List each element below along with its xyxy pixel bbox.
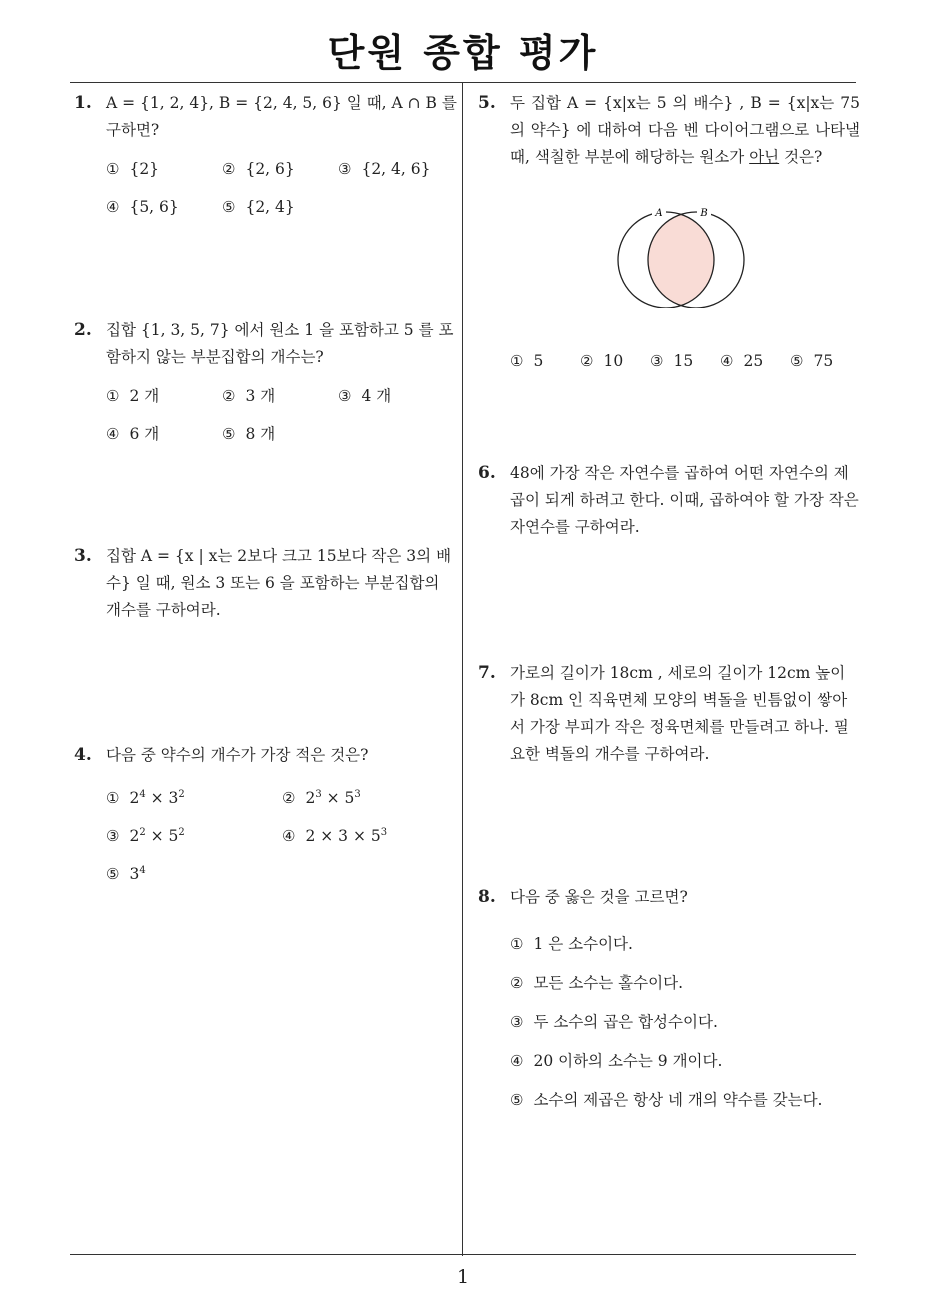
- choice-list: [106, 383, 458, 448]
- venn-label-b: B: [700, 208, 708, 219]
- choice-mark: ①: [106, 160, 120, 178]
- question-4: [74, 742, 458, 888]
- choice-3[interactable]: [510, 1009, 860, 1036]
- choice-mark: ⑤: [510, 1091, 524, 1109]
- choice-1[interactable]: [106, 156, 222, 183]
- choice-2[interactable]: [222, 156, 338, 183]
- column-divider: [462, 82, 463, 1256]
- choice-mark: ③: [338, 387, 352, 405]
- question-text: 집합 A = {x | x는 2보다 크고 15보다 작은 3의 배수} 일 때, 원소 3 또는 6 을 포함하는 부분집합의 개수를 구하여라.: [106, 547, 452, 619]
- choice-mark: ③: [106, 827, 120, 845]
- choice-mark: ④: [106, 198, 120, 216]
- question-number: 8.: [478, 887, 496, 907]
- choice-text: 1 은 소수이다.: [533, 935, 633, 953]
- choice-text: 소수의 제곱은 항상 네 개의 약수를 갖는다.: [533, 1091, 823, 1109]
- choice-mark: ③: [510, 1013, 524, 1031]
- choice-text: 10: [603, 352, 624, 370]
- choice-4[interactable]: [720, 348, 790, 375]
- choice-expression: $2^3 \times 5^3$: [305, 788, 361, 807]
- choice-2[interactable]: [282, 785, 458, 812]
- choice-text: 2 개: [129, 387, 160, 405]
- venn-label-a: A: [655, 208, 663, 219]
- question-5: [478, 90, 860, 171]
- choice-mark: ⑤: [790, 352, 804, 370]
- question-text: 다음 중 옳은 것을 고르면?: [510, 888, 688, 906]
- choice-expression: $3^4$: [129, 864, 146, 883]
- choice-text: 8 개: [245, 425, 276, 443]
- choice-mark: ④: [720, 352, 734, 370]
- choice-mark: ②: [282, 789, 296, 807]
- choice-3[interactable]: [106, 823, 282, 850]
- choice-5[interactable]: [790, 348, 860, 375]
- choice-5[interactable]: [106, 861, 282, 888]
- question-3: [74, 543, 458, 624]
- choice-text: 20 이하의 소수는 9 개이다.: [533, 1052, 723, 1070]
- question-number: 3.: [74, 546, 92, 566]
- footer-rule: [70, 1254, 856, 1255]
- venn-diagram: [610, 208, 752, 308]
- question-text: A = {1, 2, 4}, B = {2, 4, 5, 6} 일 때, A ∩ B 를 구하면?: [106, 94, 457, 139]
- choice-4[interactable]: [106, 194, 222, 221]
- choice-text: 5: [533, 352, 544, 370]
- choice-3[interactable]: [338, 383, 454, 410]
- question-5-choices: [478, 348, 860, 375]
- choice-mark: ②: [222, 387, 236, 405]
- choice-mark: ④: [510, 1052, 524, 1070]
- choice-text: 6 개: [129, 425, 160, 443]
- choice-text: 75: [813, 352, 834, 370]
- choice-4[interactable]: [282, 823, 458, 850]
- question-2: [74, 317, 458, 448]
- choice-mark: ③: [338, 160, 352, 178]
- choice-text: {2, 4, 6}: [361, 160, 431, 178]
- choice-text: {5, 6}: [129, 198, 179, 216]
- choice-text: 3 개: [245, 387, 276, 405]
- choice-text: {2, 4}: [245, 198, 295, 216]
- question-text: 다음 중 약수의 개수가 가장 적은 것은?: [106, 746, 369, 764]
- choice-3[interactable]: [650, 348, 720, 375]
- choice-mark: ①: [106, 789, 120, 807]
- question-number: 6.: [478, 463, 496, 483]
- question-text: 48에 가장 작은 자연수를 곱하여 어떤 자연수의 제곱이 되게 하려고 한다. 이때, 곱하여야 할 가장 작은 자연수를 구하여라.: [510, 464, 859, 536]
- choice-expression: $2^4 \times 3^2$: [129, 788, 185, 807]
- choice-1[interactable]: [510, 348, 580, 375]
- question-text: 두 집합 A = {x|x는 5 의 배수} , B = {x|x는 75 의 약수} 에 대하여 다음 벤 다이어그램으로 나타낼 때, 색칠한 부분에 해당하는 원소가 아닌 것은?: [510, 94, 860, 166]
- choice-mark: ⑤: [222, 198, 236, 216]
- choice-mark: ①: [510, 935, 524, 953]
- choice-text: 모든 소수는 홀수이다.: [533, 974, 683, 992]
- choice-1[interactable]: [510, 931, 860, 958]
- choice-mark: ②: [580, 352, 594, 370]
- choice-4[interactable]: [510, 1048, 860, 1075]
- choice-2[interactable]: [222, 383, 338, 410]
- question-6: [478, 460, 860, 541]
- choice-list: [106, 785, 458, 888]
- choice-expression: $2 \times 3 \times 5^3$: [305, 826, 388, 845]
- choice-mark: ④: [106, 425, 120, 443]
- choice-expression: $2^2 \times 5^2$: [129, 826, 185, 845]
- choice-list: [106, 156, 458, 221]
- question-number: 1.: [74, 93, 92, 113]
- choice-mark: ⑤: [106, 865, 120, 883]
- choice-text: 15: [673, 352, 694, 370]
- choice-mark: ②: [222, 160, 236, 178]
- choice-text: {2}: [129, 160, 160, 178]
- question-7: [478, 660, 860, 768]
- choice-mark: ②: [510, 974, 524, 992]
- choice-mark: ③: [650, 352, 664, 370]
- question-text: 가로의 길이가 18cm , 세로의 길이가 12cm 높이가 8cm 인 직육면체 모양의 벽돌을 빈틈없이 쌓아서 가장 부피가 작은 정육면체를 만들려고 하나. 필요한 벽돌의 개수를 구하여라.: [510, 664, 849, 763]
- page-title: 단원 종합 평가: [327, 31, 599, 75]
- choice-5[interactable]: [222, 421, 338, 448]
- header-rule: [70, 82, 856, 83]
- choice-5[interactable]: [222, 194, 338, 221]
- underlined-word: 아닌: [749, 148, 780, 166]
- choice-mark: ④: [282, 827, 296, 845]
- question-8: [478, 884, 860, 1114]
- choice-1[interactable]: [106, 785, 282, 812]
- choice-2[interactable]: [510, 970, 860, 997]
- choice-text: {2, 6}: [245, 160, 295, 178]
- question-number: 7.: [478, 663, 496, 683]
- choice-3[interactable]: [338, 156, 454, 183]
- question-text: 집합 {1, 3, 5, 7} 에서 원소 1 을 포함하고 5 를 포함하지 않는 부분집합의 개수는?: [106, 321, 454, 366]
- page-number: 1: [456, 1266, 470, 1288]
- choice-text: 두 소수의 곱은 합성수이다.: [533, 1013, 718, 1031]
- choice-2[interactable]: [580, 348, 650, 375]
- choice-text: 25: [743, 352, 764, 370]
- choice-4[interactable]: [106, 421, 222, 448]
- question-number: 5.: [478, 93, 496, 113]
- choice-5[interactable]: [510, 1087, 860, 1114]
- question-number: 2.: [74, 320, 92, 340]
- choice-mark: ⑤: [222, 425, 236, 443]
- choice-text: 4 개: [361, 387, 392, 405]
- question-1: [74, 90, 458, 221]
- choice-1[interactable]: [106, 383, 222, 410]
- choice-list: [510, 931, 860, 1114]
- choice-list: [510, 348, 860, 375]
- choice-mark: ①: [510, 352, 524, 370]
- choice-mark: ①: [106, 387, 120, 405]
- question-number: 4.: [74, 745, 92, 765]
